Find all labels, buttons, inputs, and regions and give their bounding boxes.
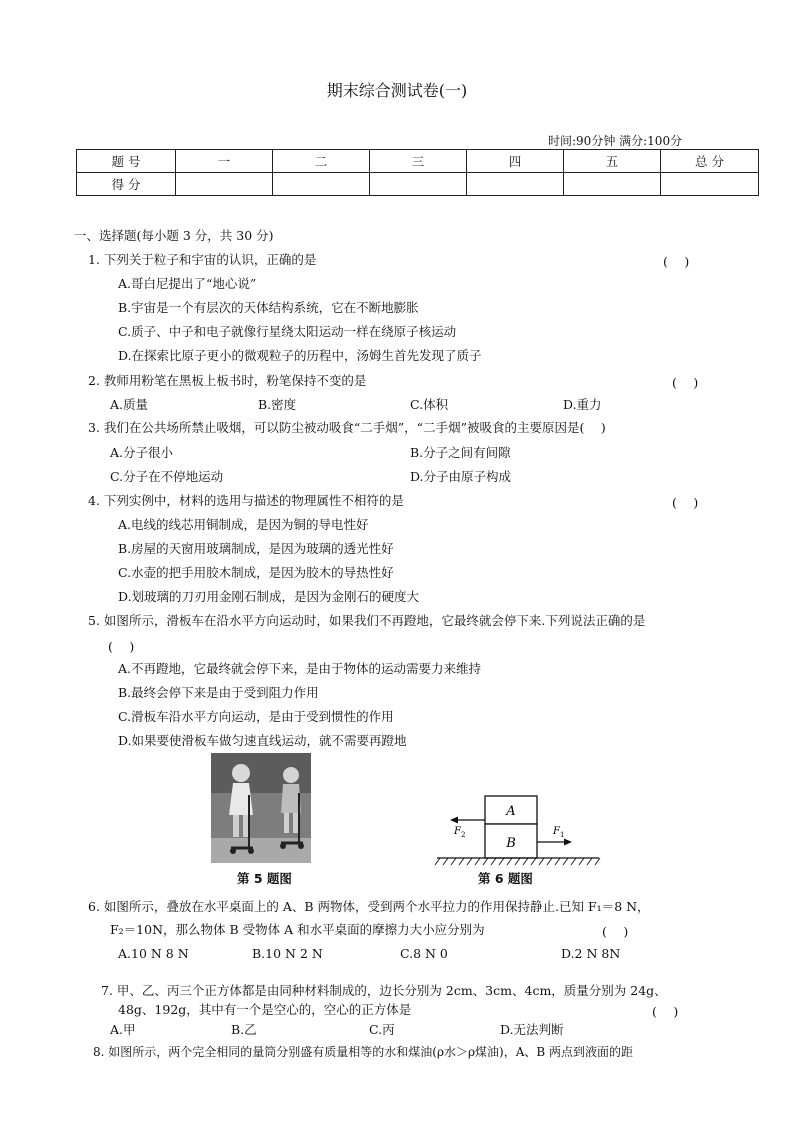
force-f2-label: F [454,826,461,837]
answer-bracket[interactable]: ( ) [652,1004,679,1019]
option: A.不再蹬地，它最终就会停下来，是由于物体的运动需要力来维持 [118,661,482,676]
figure-caption: 第 6 题图 [478,871,533,886]
force-f2-subscript: 2 [461,831,466,839]
option: D.在探索比原子更小的微观粒子的历程中，汤姆生首先发现了质子 [118,348,482,363]
block-b-label: B [506,836,516,851]
page-title: 期末综合测试卷(一) [326,81,468,100]
option: A.哥白尼提出了“地心说” [118,276,257,291]
option: B.宇宙是一个有层次的天体结构系统，它在不断地膨胀 [118,300,419,315]
option: B.乙 [231,1022,257,1037]
force-f2-arrowhead [450,817,458,824]
option: C.体积 [410,397,449,412]
question-stem: 4. 下列实例中，材料的选用与描述的物理属性不相符的是 [88,493,404,508]
table-row-label: 得 分 [77,173,176,196]
scooter-photo [211,753,311,863]
option: C.分子在不停地运动 [110,469,224,484]
question-stem: 5. 如图所示，滑板车在沿水平方向运动时，如果我们不再蹬地，它最终就会停下来.下列说法正确的是 [88,613,646,628]
score-table [76,149,759,196]
figure-caption: 第 5 题图 [237,871,292,886]
score-table-score-row [77,173,759,196]
option: C.滑板车沿水平方向运动，是由于受到惯性的作用 [118,709,394,724]
answer-bracket[interactable]: ( ) [663,254,690,269]
force-f1-subscript: 1 [560,831,565,839]
score-cell[interactable] [564,173,661,196]
option: D.如果要使滑板车做匀速直线运动，就不需要再蹬地 [118,733,407,748]
option: A.质量 [110,397,149,412]
question-stem: 7. 甲、乙、丙三个正方体都是由同种材料制成的，边长分别为 2cm、3cm、4cm，质量分别为 24g、 [101,983,667,998]
blocks-diagram [432,790,604,868]
table-header-cell: 总 分 [661,150,759,173]
score-table-header-row [77,150,759,173]
score-cell[interactable] [467,173,564,196]
question-stem: 6. 如图所示，叠放在水平桌面上的 A、B 两物体，受到两个水平拉力的作用保持静止.已知 F₁＝8 N， [88,899,650,914]
question-stem: 3. 我们在公共场所禁止吸烟，可以防尘被动吸食“二手烟”，“二手烟”被吸食的主要原因是( ) [88,420,606,435]
option: D.2 N 8N [561,946,621,961]
force-f1-arrowhead [564,839,572,846]
section-heading: 一、选择题(每小题 3 分，共 30 分) [74,228,274,243]
option: B.最终会停下来是由于受到阻力作用 [118,685,319,700]
option: B.密度 [258,397,297,412]
option: A.电线的线芯用铜制成，是因为铜的导电性好 [118,517,369,532]
option: D.重力 [563,397,602,412]
option: A.分子很小 [110,445,174,460]
block-a-label: A [506,804,516,819]
table-header-cell: 二 [273,150,370,173]
option: B.分子之间有间隙 [410,445,511,460]
option: B.房屋的天窗用玻璃制成，是因为玻璃的透光性好 [118,541,394,556]
option: C.质子、中子和电子就像行星绕太阳运动一样在绕原子核运动 [118,324,457,339]
question-stem: 8. 如图所示，两个完全相同的量筒分别盛有质量相等的水和煤油(ρ水＞ρ煤油)，A、B 两点到液面的距 [93,1045,634,1059]
answer-bracket[interactable]: ( ) [672,375,699,390]
table-header-cell: 四 [467,150,564,173]
table-header-cell: 题 号 [77,150,176,173]
question-stem: 2. 教师用粉笔在黑板上板书时，粉笔保持不变的是 [88,373,367,388]
answer-bracket[interactable]: ( ) [108,639,135,654]
option: C.丙 [369,1022,395,1037]
option: A.10 N 8 N [118,946,189,961]
time-info: 时间:90分钟 满分:100分 [548,134,683,148]
option: B.10 N 2 N [252,946,323,961]
question-stem: 1. 下列关于粒子和宇宙的认识，正确的是 [88,252,317,267]
option: A.甲 [110,1022,136,1037]
force-f1-label: F [553,826,560,837]
option: C.水壶的把手用胶木制成，是因为胶木的导热性好 [118,565,394,580]
score-cell[interactable] [273,173,370,196]
option: D.划玻璃的刀刃用金刚石制成，是因为金刚石的硬度大 [118,589,420,604]
question-stem-continued: 48g、192g，其中有一个是空心的，空心的正方体是 [118,1002,412,1017]
answer-bracket[interactable]: ( ) [672,495,699,510]
answer-bracket[interactable]: ( ) [602,924,629,939]
table-header-cell: 一 [176,150,273,173]
option: D.分子由原子构成 [410,469,512,484]
option: D.无法判断 [500,1022,564,1037]
question-stem-continued: F₂＝10N，那么物体 B 受物体 A 和水平桌面的摩擦力大小应分别为 [110,922,485,937]
score-cell[interactable] [176,173,273,196]
score-cell[interactable] [661,173,759,196]
option: C.8 N 0 [400,946,448,961]
table-header-cell: 五 [564,150,661,173]
score-cell[interactable] [370,173,467,196]
scooter-photo-image [211,753,311,863]
table-header-cell: 三 [370,150,467,173]
